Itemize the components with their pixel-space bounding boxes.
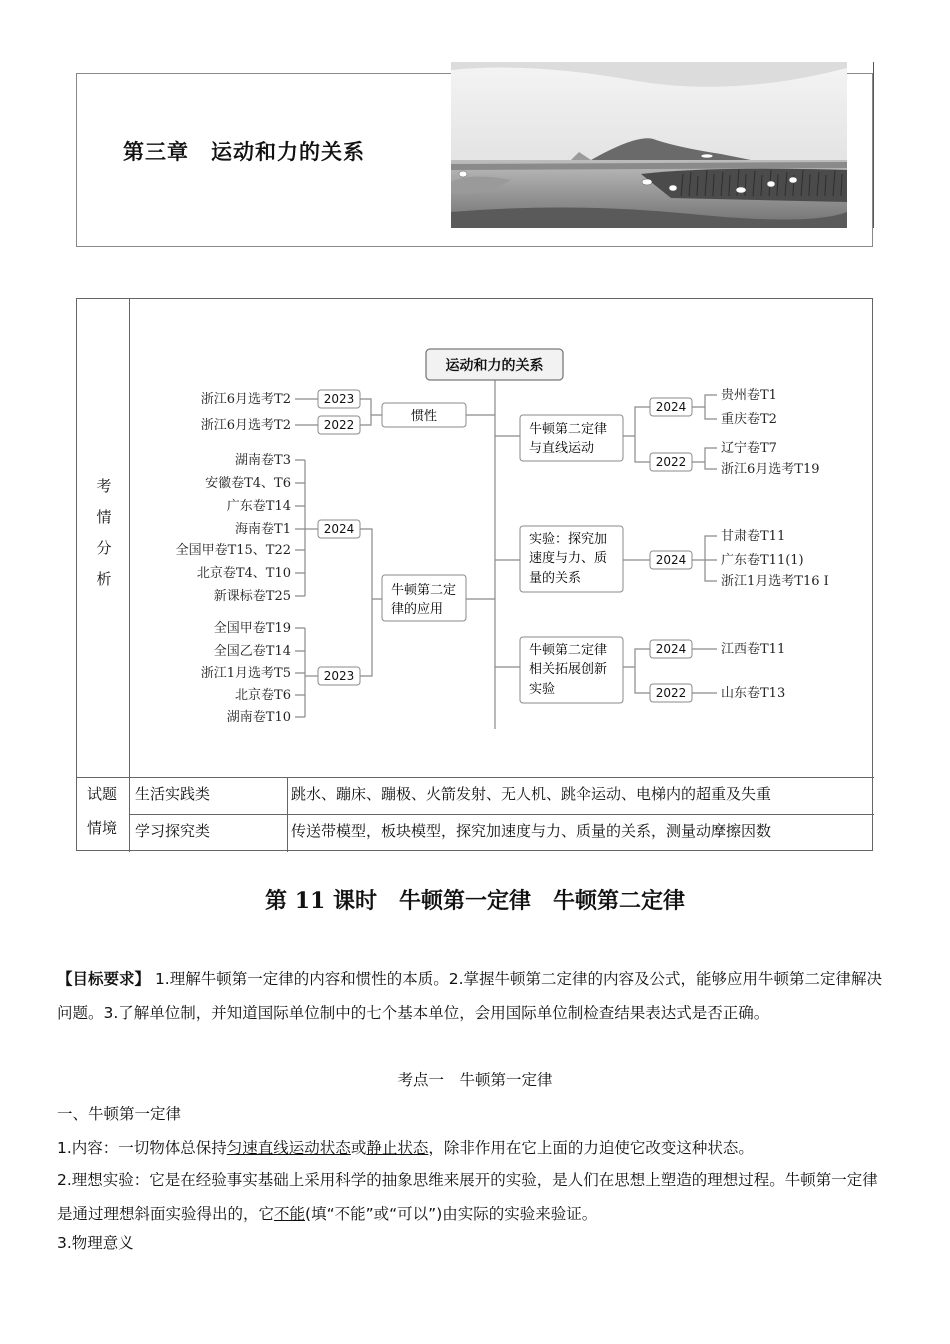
exam-leaf: 甘肃卷T11	[721, 529, 786, 544]
column-divider	[287, 777, 288, 852]
exam-leaf: 湖南卷T10	[226, 710, 291, 725]
goal-paragraph	[57, 962, 893, 1030]
side-label-char: 析	[96, 570, 112, 588]
text-run: 1.内容：一切物体总保持	[57, 1139, 227, 1157]
situation-type: 生活实践类	[135, 785, 211, 803]
content-item-1	[57, 1131, 893, 1165]
side-label-char: 考	[96, 477, 112, 495]
year-pill: 2022	[655, 686, 687, 700]
exam-leaf: 全国乙卷T14	[213, 644, 291, 659]
year-pill: 2024	[655, 553, 687, 567]
content-item-3: 3.物理意义	[57, 1234, 134, 1252]
chapter-header	[76, 73, 873, 247]
exam-leaf: 浙江6月选考T2	[200, 418, 291, 433]
exam-leaf: 全国甲卷T15、T22	[175, 543, 291, 558]
exam-leaf: 贵州卷T1	[721, 388, 777, 403]
mind-map-diagram	[129, 299, 873, 777]
row-divider	[129, 814, 874, 815]
goal-label: 【目标要求】	[57, 970, 151, 988]
landscape-photo	[451, 62, 847, 228]
underlined-answer: 不能	[274, 1205, 306, 1223]
situation-label: 情境	[87, 819, 118, 837]
exam-leaf: 全国甲卷T19	[213, 621, 291, 636]
situation-content: 跳水、蹦床、蹦极、火箭发射、无人机、跳伞运动、电梯内的超重及失重	[291, 785, 772, 803]
text-run: (填“不能”或“可以”)由实际的实验来验证。	[305, 1205, 598, 1223]
exam-leaf: 浙江6月选考T19	[721, 462, 820, 477]
situation-content: 传送带模型，板块模型，探究加速度与力、质量的关系，测量动摩擦因数	[291, 822, 772, 840]
exam-leaf: 海南卷T1	[235, 522, 291, 537]
underlined-answer: 匀速直线运动状态	[226, 1139, 351, 1157]
side-label-char: 分	[96, 539, 112, 557]
inertia-node-label: 惯性	[410, 409, 438, 424]
application-node-label: 律的应用	[391, 602, 444, 617]
text-run: 2.理想实验：它是在经验事实基础上采用科学的抽象思维来展开的实验，是人们在思想上塑造的理想过程。牛顿第一定律是通过理想斜面实验得出的，它	[57, 1171, 878, 1223]
underlined-answer: 静止状态	[366, 1139, 429, 1157]
year-pill: 2022	[323, 418, 355, 432]
section-heading: 一、牛顿第一定律	[57, 1105, 182, 1123]
exam-leaf: 新课标卷T25	[213, 589, 291, 604]
text-run: ，除非作用在它上面的力迫使它改变这种状态。	[428, 1139, 754, 1157]
application-node-label: 牛顿第二定	[391, 583, 457, 598]
analysis-table	[76, 298, 873, 851]
root-node-label: 运动和力的关系	[445, 358, 544, 374]
exam-leaf: 重庆卷T2	[721, 412, 777, 427]
exam-leaf: 广东卷T11(1)	[721, 553, 804, 568]
key-point-title: 考点一 牛顿第一定律	[397, 1071, 553, 1089]
chapter-title: 第三章 运动和力的关系	[123, 140, 365, 164]
exam-leaf: 安徽卷T4、T6	[205, 476, 291, 491]
exam-leaf: 浙江1月选考T5	[200, 666, 291, 681]
exam-leaf: 湖南卷T3	[235, 453, 291, 468]
extension-node-label: 牛顿第二定律	[529, 643, 608, 658]
year-pill: 2024	[655, 642, 687, 656]
year-pill: 2022	[655, 455, 687, 469]
side-label	[89, 471, 119, 595]
linear-motion-node-label: 与直线运动	[529, 441, 595, 456]
situation-label: 试题	[87, 785, 118, 803]
exam-leaf: 山东卷T13	[721, 686, 786, 701]
exam-leaf: 浙江6月选考T2	[200, 392, 291, 407]
text-run: 或	[350, 1139, 367, 1157]
year-pill: 2024	[655, 400, 687, 414]
year-pill: 2024	[323, 522, 355, 536]
goal-text: 1.理解牛顿第一定律的内容和惯性的本质。2.掌握牛顿第二定律的内容及公式，能够应用牛顿第二定律解决问题。3.了解单位制，并知道国际单位制中的七个基本单位，会用国际单位制检查结果表达式是否正确。	[57, 970, 883, 1022]
year-pill: 2023	[323, 669, 355, 683]
exam-leaf: 辽宁卷T7	[721, 441, 777, 456]
experiment-node-label: 速度与力、质	[529, 551, 608, 566]
situation-type: 学习探究类	[135, 822, 211, 840]
lesson-title: 第 11 课时 牛顿第一定律 牛顿第二定律	[265, 888, 685, 914]
exam-leaf: 广东卷T14	[226, 499, 291, 514]
experiment-node-label: 量的关系	[529, 571, 582, 586]
exam-leaf: 浙江1月选考T16 Ⅰ	[721, 574, 829, 589]
photo-edge-line	[873, 62, 874, 228]
extension-node-label: 实验	[529, 682, 556, 697]
year-pill: 2023	[323, 392, 355, 406]
content-item-2	[57, 1163, 893, 1231]
exam-leaf: 北京卷T6	[235, 688, 291, 703]
row-divider	[77, 777, 874, 778]
linear-motion-node-label: 牛顿第二定律	[529, 422, 608, 437]
experiment-node-label: 实验：探究加	[529, 532, 608, 547]
extension-node-label: 相关拓展创新	[529, 662, 608, 677]
exam-leaf: 江西卷T11	[721, 642, 786, 657]
side-label-char: 情	[96, 508, 112, 526]
exam-leaf: 北京卷T4、T10	[196, 566, 291, 581]
